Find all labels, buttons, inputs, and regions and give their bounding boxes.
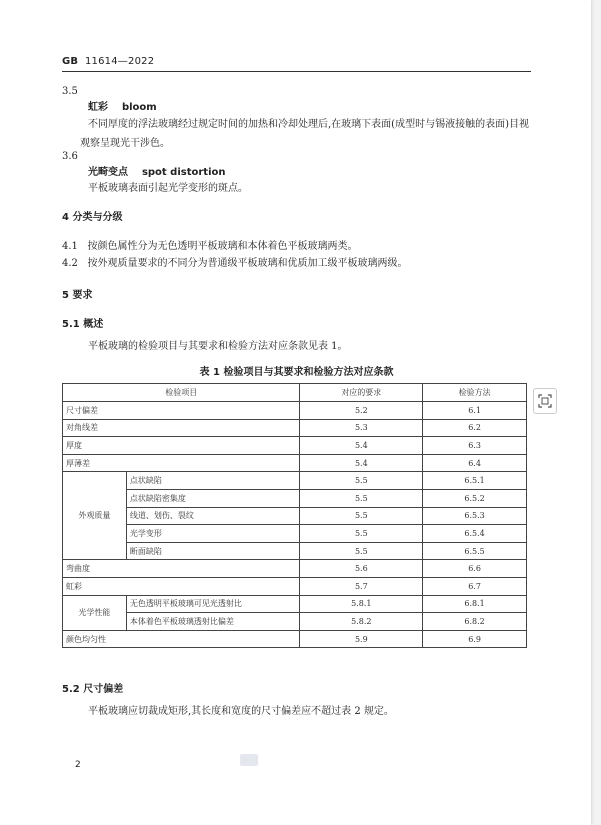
cell-item: 厚度 <box>63 437 300 455</box>
cell-group: 外观质量 <box>63 472 127 560</box>
cell-method: 6.5.5 <box>423 542 527 560</box>
cell-method: 6.7 <box>423 577 527 595</box>
cell-requirement: 5.4 <box>300 437 423 455</box>
clause-number: 3.6 <box>62 151 78 162</box>
header-requirement: 对应的要求 <box>300 384 423 402</box>
cell-subitem: 本体着色平板玻璃透射比偏差 <box>126 613 300 631</box>
cell-requirement: 5.4 <box>300 454 423 472</box>
page-number: 2 <box>75 760 81 770</box>
cell-requirement: 5.5 <box>300 507 423 525</box>
scan-icon-glyph <box>538 394 552 408</box>
table-header-row <box>63 384 527 402</box>
cell-requirement: 5.9 <box>300 630 423 648</box>
cell-method: 6.8.1 <box>423 595 527 613</box>
table-row <box>63 577 527 595</box>
table-row <box>63 489 527 507</box>
cell-subitem: 点状缺陷 <box>126 472 300 490</box>
cell-item: 尺寸偏差 <box>63 402 300 420</box>
header-gb: GB <box>62 56 79 67</box>
header-rule <box>62 71 531 72</box>
cell-method: 6.8.2 <box>423 613 527 631</box>
cell-group: 光学性能 <box>63 595 127 630</box>
cell-requirement: 5.5 <box>300 542 423 560</box>
table-row <box>63 454 527 472</box>
term-definition: 平板玻璃表面引起光学变形的斑点。 <box>88 183 248 194</box>
section-heading: 5.2 尺寸偏差 <box>62 684 124 695</box>
table-row <box>63 595 527 613</box>
term-en: bloom <box>121 102 157 113</box>
scan-icon[interactable] <box>533 388 557 414</box>
cell-method: 6.5.1 <box>423 472 527 490</box>
cell-requirement: 5.6 <box>300 560 423 578</box>
cell-method: 6.3 <box>423 437 527 455</box>
cell-requirement: 5.5 <box>300 489 423 507</box>
cell-subitem: 断面缺陷 <box>126 542 300 560</box>
table-row <box>63 613 527 631</box>
term-cn: 虹彩 <box>88 102 108 113</box>
term-title <box>88 101 157 114</box>
header-method: 检验方法 <box>423 384 527 402</box>
cell-item: 对角线差 <box>63 419 300 437</box>
table-row <box>63 472 527 490</box>
inspection-table <box>62 383 527 648</box>
term-en: spot distortion <box>141 167 226 178</box>
header-code: 11614—2022 <box>85 56 155 67</box>
cell-item: 厚薄差 <box>63 454 300 472</box>
clause-number: 4.1 <box>62 241 78 252</box>
cell-requirement: 5.5 <box>300 472 423 490</box>
term-cn: 光畸变点 <box>88 167 128 178</box>
table-row <box>63 507 527 525</box>
clause-item <box>62 257 407 270</box>
header-item: 检验项目 <box>63 384 300 402</box>
section-heading: 5.1 概述 <box>62 319 104 330</box>
clause-number: 4.2 <box>62 258 78 269</box>
chapter-heading: 4 分类与分级 <box>62 212 123 223</box>
cell-item: 虹彩 <box>63 577 300 595</box>
cell-subitem: 无色透明平板玻璃可见光透射比 <box>126 595 300 613</box>
section-text: 平板玻璃的检验项目与其要求和检验方法对应条款见表 1。 <box>88 341 348 352</box>
cell-requirement: 5.3 <box>300 419 423 437</box>
table-caption: 表 1 检验项目与其要求和检验方法对应条款 <box>199 367 394 378</box>
cell-item: 弯曲度 <box>63 560 300 578</box>
cell-subitem: 光学变形 <box>126 525 300 543</box>
section-text: 平板玻璃应切裁成矩形,其长度和宽度的尺寸偏差应不超过表 2 规定。 <box>88 706 394 717</box>
watermark-logo <box>240 754 258 766</box>
standard-header <box>62 56 154 67</box>
cell-method: 6.2 <box>423 419 527 437</box>
cell-subitem: 点状缺陷密集度 <box>126 489 300 507</box>
cell-method: 6.5.4 <box>423 525 527 543</box>
cell-requirement: 5.8.2 <box>300 613 423 631</box>
table-row <box>63 525 527 543</box>
term-title <box>88 166 226 179</box>
chapter-heading: 5 要求 <box>62 290 93 301</box>
cell-requirement: 5.7 <box>300 577 423 595</box>
clause-text: 按颜色属性分为无色透明平板玻璃和本体着色平板玻璃两类。 <box>87 241 358 252</box>
cell-method: 6.4 <box>423 454 527 472</box>
cell-subitem: 线道、划伤、裂纹 <box>126 507 300 525</box>
clause-text: 按外观质量要求的不同分为普通级平板玻璃和优质加工级平板玻璃两级。 <box>87 258 408 269</box>
cell-method: 6.5.3 <box>423 507 527 525</box>
term-definition: 不同厚度的浮法玻璃经过规定时间的加热和冷却处理后,在玻璃下表面(成型时与锡液接触的表面)目视观察呈现光干涉色。 <box>80 119 529 149</box>
cell-requirement: 5.5 <box>300 525 423 543</box>
cell-method: 6.9 <box>423 630 527 648</box>
cell-item: 颜色均匀性 <box>63 630 300 648</box>
cell-method: 6.6 <box>423 560 527 578</box>
clause-number: 3.5 <box>62 86 78 97</box>
cell-method: 6.5.2 <box>423 489 527 507</box>
table-row <box>63 630 527 648</box>
table-row <box>63 560 527 578</box>
table-row <box>63 437 527 455</box>
table-row <box>63 419 527 437</box>
table-row <box>63 402 527 420</box>
table-row <box>63 542 527 560</box>
cell-requirement: 5.2 <box>300 402 423 420</box>
cell-method: 6.1 <box>423 402 527 420</box>
clause-item <box>62 240 357 253</box>
cell-requirement: 5.8.1 <box>300 595 423 613</box>
